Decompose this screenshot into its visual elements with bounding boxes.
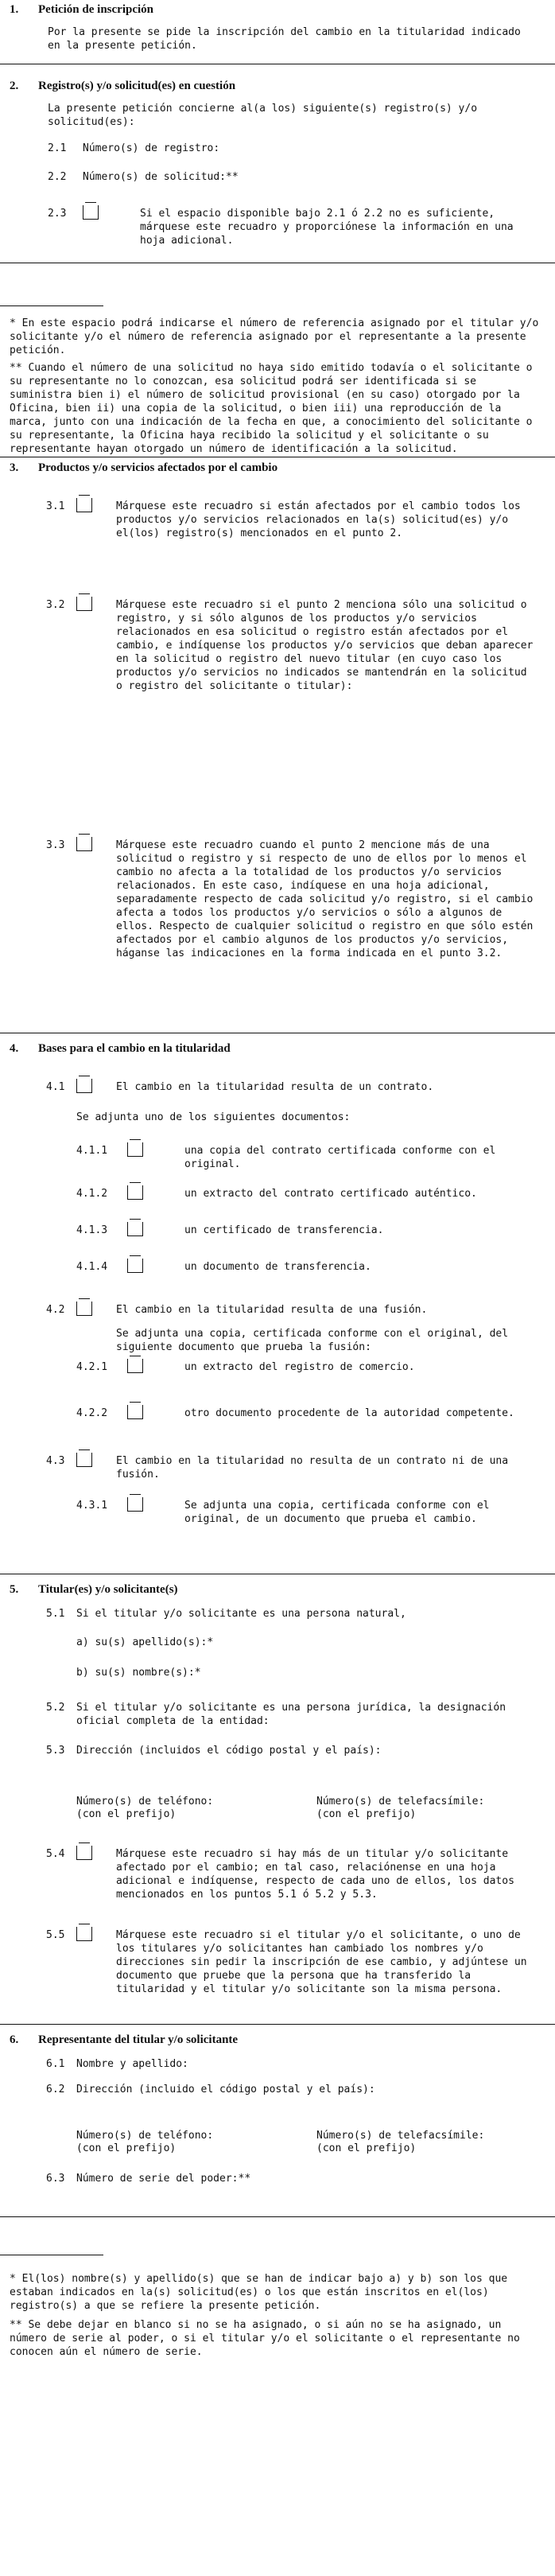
item-3-3-text: Márquese este recuadro cuando el punto 2 mencione más de una solicitud o registro y si respecto de uno de ellos por lo menos el cambio no afecta a la totalidad de los productos y/o servicios relacionados. En este caso, indíquese en una hoja adicional, separadamente respecto de cada solicitud y/o registro, si el cambio afecta a todos los productos y/o servicios o sólo a algunos de ellos. Respecto de cualquier solicitud o registro en que sólo estén afectados por el cambio algunos de los productos y/o servicios, háganse las indicaciones en la forma indicada en el punto 3.2. bbox=[116, 839, 534, 959]
section-3-heading bbox=[10, 461, 278, 475]
item-4-1-3-text: un certificado de transferencia. bbox=[184, 1224, 384, 1236]
representative-address-label: Dirección (incluido el código postal y el país): bbox=[76, 2084, 375, 2095]
section-title: Productos y/o servicios afectados por el cambio bbox=[38, 461, 278, 474]
checkbox-4-1-4[interactable] bbox=[127, 1259, 143, 1273]
address-label: Dirección (incluidos el código postal y el país): bbox=[76, 1745, 382, 1757]
item-number: 4.1.1 bbox=[76, 1145, 108, 1157]
surname-label: a) su(s) apellido(s):* bbox=[76, 1636, 214, 1648]
footnote-names: * El(los) nombre(s) y apellido(s) que se han de indicar bajo a) y b) son los que estaban indicados en la(s) solicitud(es) o los que están inscritos en el(los) registro(s) a que se refiere la presente petición. bbox=[10, 2273, 508, 2312]
item-number: 3.3 bbox=[46, 839, 65, 851]
section-5-heading bbox=[10, 1583, 178, 1597]
checkbox-5-4[interactable] bbox=[76, 1846, 92, 1860]
item-number: 2.1 bbox=[48, 142, 67, 154]
checkbox-4-1-1[interactable] bbox=[127, 1142, 143, 1157]
item-number: 4.3 bbox=[46, 1455, 65, 1467]
item-number: 4.2.1 bbox=[76, 1361, 108, 1373]
fax-prefix-note: (con el prefijo) bbox=[316, 2142, 417, 2154]
section-2-intro: La presente petición concierne al(a los) siguiente(s) registro(s) y/o solicitud(es): bbox=[48, 103, 478, 128]
section-2-heading bbox=[10, 80, 235, 93]
item-5-5-text: Márquese este recuadro si el titular y/o el solicitante, o uno de los titulares y/o solicitantes han cambiado los nombres y/o direcciones sin pedir la inscripción de ese cambio, y adjúntese un documento que pruebe que la persona que ha transferido la titularidad y el titular y/o solicitante son la misma persona. bbox=[116, 1929, 527, 1995]
section-number: 2. bbox=[10, 80, 19, 92]
checkbox-4-2-1[interactable] bbox=[127, 1359, 143, 1373]
section-number: 6. bbox=[10, 2033, 19, 2046]
item-5-4-text: Márquese este recuadro si hay más de un titular y/o solicitante afectado por el cambio; en tal caso, relaciónense en una hoja adicional e indíquense, respecto de cada uno de ellos, los datos mencionados en los puntos 5.1 ó 5.2 y 5.3. bbox=[116, 1848, 514, 1901]
checkbox-4-2-2[interactable] bbox=[127, 1405, 143, 1419]
item-4-3-text: El cambio en la titularidad no resulta de un contrato ni de una fusión. bbox=[116, 1455, 509, 1481]
item-number: 4.1.4 bbox=[76, 1261, 108, 1273]
representative-name-label: Nombre y apellido: bbox=[76, 2058, 188, 2070]
section-number: 1. bbox=[10, 3, 19, 16]
checkbox-4-3[interactable] bbox=[76, 1453, 92, 1467]
given-name-label: b) su(s) nombre(s):* bbox=[76, 1667, 201, 1679]
checkbox-4-1-2[interactable] bbox=[127, 1185, 143, 1200]
item-number: 5.2 bbox=[46, 1702, 65, 1714]
item-number: 4.2.2 bbox=[76, 1407, 108, 1419]
item-2-3-text: Si el espacio disponible bajo 2.1 ó 2.2 no es suficiente, márquese este recuadro y proporciónese la información en una hoja adicional. bbox=[140, 208, 514, 247]
section-number: 3. bbox=[10, 461, 19, 474]
phone-label: Número(s) de teléfono: bbox=[76, 1796, 214, 1807]
item-number: 4.3.1 bbox=[76, 1500, 108, 1512]
checkbox-4-1[interactable] bbox=[76, 1079, 92, 1093]
item-number: 2.3 bbox=[48, 208, 67, 220]
registration-number-label: Número(s) de registro: bbox=[83, 142, 220, 154]
checkbox-5-5[interactable] bbox=[76, 1927, 92, 1941]
checkbox-3-3[interactable] bbox=[76, 837, 92, 851]
footnote-serial-number: ** Se debe dejar en blanco si no se ha asignado, o si aún no se ha asignado, un número de serie al poder, o si el titular y/o el solicitante o el representante no conocen aún el número de serie. bbox=[10, 2319, 520, 2358]
footnote-application-number: ** Cuando el número de una solicitud no haya sido emitido todavía o el solicitante o su representante no lo conozcan, esa solicitud podrá ser identificada si se suministra bien i) el número de solicitud provisional (en su caso) otorgado por la Oficina, bien ii) una copia de la solicitud, o bien iii) una reproducción de la marca, junto con una indicación de la fecha en que, a conocimiento del solicitante o su representante, la Oficina haya recibido la solicitud y el solicitante o su representante hayan otorgado un número de identificación a la solicitud. bbox=[10, 362, 533, 455]
item-number: 4.2 bbox=[46, 1304, 65, 1316]
application-number-label: Número(s) de solicitud:** bbox=[83, 171, 239, 183]
phone-label: Número(s) de teléfono: bbox=[76, 2130, 214, 2142]
item-4-2-subtext: Se adjunta una copia, certificada conforme con el original, del siguiente documento que prueba la fusión: bbox=[116, 1328, 509, 1353]
item-number: 5.4 bbox=[46, 1848, 65, 1860]
item-number: 5.5 bbox=[46, 1929, 65, 1941]
section-number: 4. bbox=[10, 1042, 19, 1055]
section-title: Bases para el cambio en la titularidad bbox=[38, 1042, 231, 1055]
item-4-1-4-text: un documento de transferencia. bbox=[184, 1261, 371, 1273]
section-1-text: Por la presente se pide la inscripción del cambio en la titularidad indicado en la presente petición. bbox=[48, 26, 521, 52]
item-4-1-1-text: una copia del contrato certificada conforme con el original. bbox=[184, 1145, 496, 1170]
item-number: 6.3 bbox=[46, 2173, 65, 2185]
item-4-1-subtext: Se adjunta uno de los siguientes documentos: bbox=[76, 1111, 351, 1123]
item-3-1-text: Márquese este recuadro si están afectados por el cambio todos los productos y/o servicios relacionados en la(s) solicitud(es) y/o el(los) registro(s) mencionados en el punto 2. bbox=[116, 500, 521, 539]
checkbox-2-3[interactable] bbox=[83, 205, 99, 220]
section-number: 5. bbox=[10, 1583, 19, 1596]
section-1-heading bbox=[10, 3, 153, 17]
checkbox-4-1-3[interactable] bbox=[127, 1222, 143, 1236]
checkbox-3-1[interactable] bbox=[76, 498, 92, 512]
phone-prefix-note: (con el prefijo) bbox=[76, 2142, 177, 2154]
item-number: 5.1 bbox=[46, 1608, 65, 1620]
item-number: 4.1.2 bbox=[76, 1188, 108, 1200]
item-number: 4.1 bbox=[46, 1081, 65, 1093]
item-4-1-text: El cambio en la titularidad resulta de un contrato. bbox=[116, 1081, 434, 1093]
section-title: Petición de inscripción bbox=[38, 3, 153, 16]
fax-prefix-note: (con el prefijo) bbox=[316, 1808, 417, 1820]
item-4-2-text: El cambio en la titularidad resulta de una fusión. bbox=[116, 1304, 428, 1316]
footnote-reference: * En este espacio podrá indicarse el número de referencia asignado por el titular y/o solicitante y/o el número de referencia asignado por el representante a la presente petición. bbox=[10, 317, 539, 356]
section-6-heading bbox=[10, 2033, 238, 2047]
item-number: 4.1.3 bbox=[76, 1224, 108, 1236]
checkbox-3-2[interactable] bbox=[76, 597, 92, 611]
item-4-1-2-text: un extracto del contrato certificado auténtico. bbox=[184, 1188, 477, 1200]
divider bbox=[0, 2024, 555, 2025]
fax-label: Número(s) de telefacsímile: bbox=[316, 2130, 485, 2142]
divider bbox=[0, 2216, 555, 2217]
phone-prefix-note: (con el prefijo) bbox=[76, 1808, 177, 1820]
item-number: 6.2 bbox=[46, 2084, 65, 2095]
item-number: 6.1 bbox=[46, 2058, 65, 2070]
item-4-3-1-text: Se adjunta una copia, certificada conforme con el original, de un documento que prueba el cambio. bbox=[184, 1500, 490, 1525]
item-3-2-text: Márquese este recuadro si el punto 2 menciona sólo una solicitud o registro, y si sólo algunos de los productos y/o servicios relacionados en esa solicitud o registro están afectados por el cambio, e indíquense los productos y/o servicios que deban aparecer en la solicitud o registro del nuevo titular (en cuyo caso los productos y/o servicios no indicados se mantendrán en la solicitud o registro del solicitante o titular): bbox=[116, 599, 534, 692]
section-title: Representante del titular y/o solicitante bbox=[38, 2033, 239, 2046]
item-number: 3.2 bbox=[46, 599, 65, 611]
item-4-2-1-text: un extracto del registro de comercio. bbox=[184, 1361, 415, 1373]
footnote-divider bbox=[0, 305, 103, 306]
section-title: Titular(es) y/o solicitante(s) bbox=[38, 1583, 178, 1596]
item-number: 5.3 bbox=[46, 1745, 65, 1757]
item-4-2-2-text: otro documento procedente de la autoridad competente. bbox=[184, 1407, 514, 1419]
section-4-heading bbox=[10, 1042, 231, 1056]
section-title: Registro(s) y/o solicitud(es) en cuestión bbox=[38, 80, 236, 92]
checkbox-4-3-1[interactable] bbox=[127, 1497, 143, 1512]
power-of-attorney-label: Número de serie del poder:** bbox=[76, 2173, 251, 2185]
fax-label: Número(s) de telefacsímile: bbox=[316, 1796, 485, 1807]
item-number: 2.2 bbox=[48, 171, 67, 183]
item-number: 3.1 bbox=[46, 500, 65, 512]
checkbox-4-2[interactable] bbox=[76, 1302, 92, 1316]
natural-person-label: Si el titular y/o solicitante es una persona natural, bbox=[76, 1608, 406, 1620]
legal-entity-label: Si el titular y/o solicitante es una persona jurídica, la designación oficial completa de la entidad: bbox=[76, 1702, 506, 1727]
